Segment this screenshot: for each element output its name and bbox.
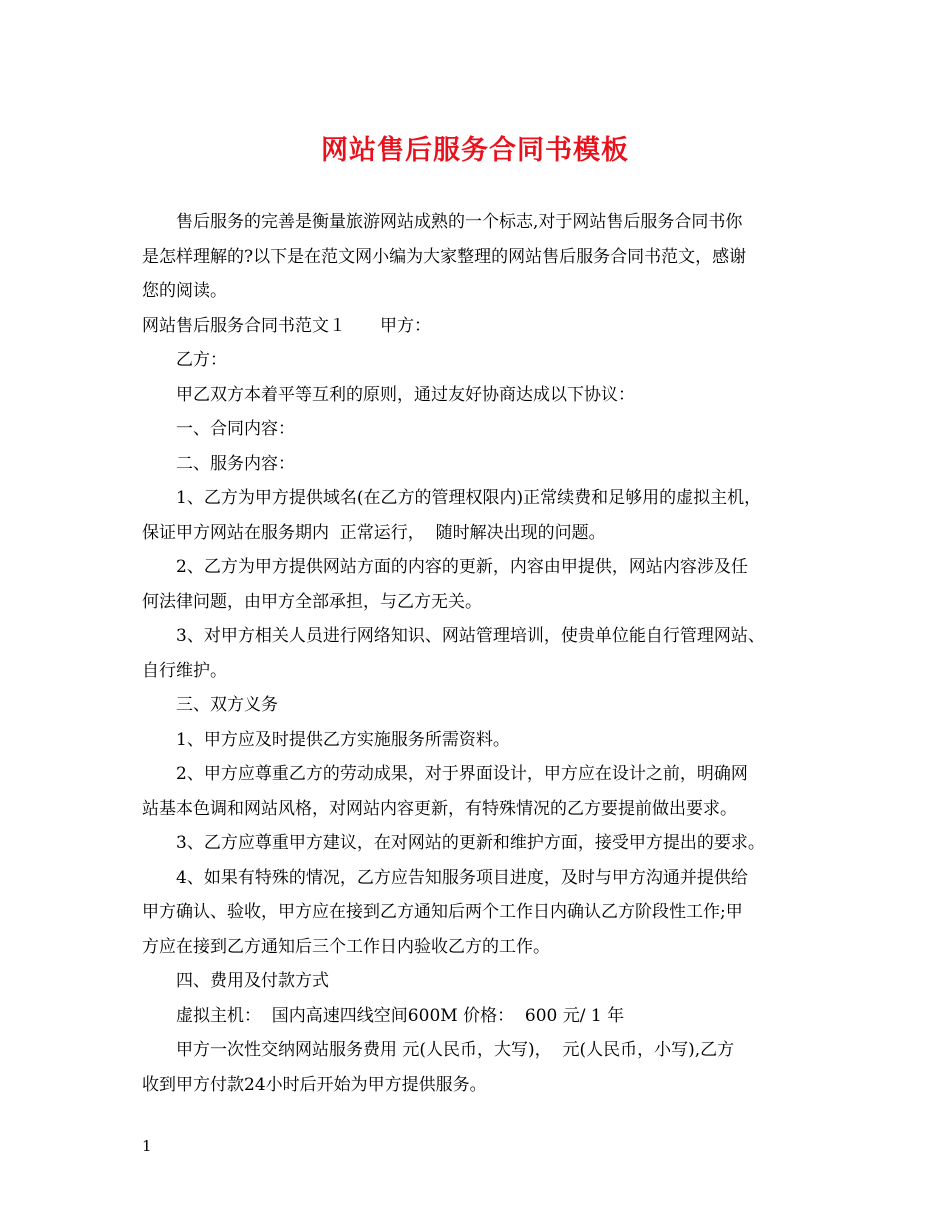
text-line: 自行维护。 (142, 660, 227, 681)
text-line: 3、对甲方相关人员进行网络知识、网站管理培训，使贵单位能自行管理网站、 (176, 626, 765, 646)
text-line: 甲乙双方本着平等互利的原则，通过友好协商达成以下协议： (176, 384, 635, 405)
text-line: 您的阅读。 (142, 281, 227, 301)
text-line: 3、乙方应尊重甲方建议，在对网站的更新和维护方面，接受甲方提出的要求。 (176, 833, 765, 853)
text-line: 收到甲方付款24小时后开始为甲方提供服务。 (142, 1074, 487, 1095)
text-line: 站基本色调和网站风格，对网站内容更新，有特殊情况的乙方要提前做出要求。 (142, 798, 737, 819)
text-line: 乙方： (176, 350, 227, 370)
document-body (142, 205, 814, 1102)
text-line: 是怎样理解的?以下是在范文网小编为大家整理的网站售后服务合同书范文，感谢 (142, 246, 747, 267)
text-line: 甲方一次性交纳网站服务费用 元(人民币，大写)， 元(人民币，小写),乙方 (176, 1040, 735, 1060)
text-line: 何法律问题，由甲方全部承担，与乙方无关。 (142, 591, 482, 612)
text-line: 售后服务的完善是衡量旅游网站成熟的一个标志,对于网站售后服务合同书你 (176, 212, 743, 232)
text-line: 2、乙方为甲方提供网站方面的内容的更新，内容由甲提供，网站内容涉及任 (176, 557, 748, 577)
text-line: 1、乙方为甲方提供域名(在乙方的管理权限内)正常续费和足够用的虚拟主机， (176, 488, 762, 508)
text-line: 网站售后服务合同书范文１ 甲方： (142, 315, 431, 336)
text-line: 方应在接到乙方通知后三个工作日内验收乙方的工作。 (142, 936, 550, 957)
page-number: 1 (142, 1137, 152, 1155)
text-line: 1、甲方应及时提供乙方实施服务所需资料。 (176, 729, 510, 750)
text-line: 虚拟主机： 国内高速四线空间600M 价格： 600 元/ 1 年 (176, 1005, 625, 1026)
text-line: 保证甲方网站在服务期内 正常运行， 随时解决出现的问题。 (142, 522, 606, 543)
text-line: 4、如果有特殊的情况，乙方应告知服务项目进度，及时与甲方沟通并提供给 (176, 867, 748, 888)
text-line: 一、合同内容： (176, 419, 295, 439)
text-line: 四、费用及付款方式 (176, 971, 329, 991)
document-title: 网站售后服务合同书模板 (321, 135, 629, 166)
text-line: 三、双方义务 (176, 695, 278, 715)
text-line: 二、服务内容： (176, 453, 295, 474)
text-line: 甲方确认、验收，甲方应在接到乙方通知后两个工作日内确认乙方阶段性工作;甲 (142, 902, 743, 922)
text-line: 2、甲方应尊重乙方的劳动成果，对于界面设计，甲方应在设计之前，明确网 (176, 764, 748, 784)
